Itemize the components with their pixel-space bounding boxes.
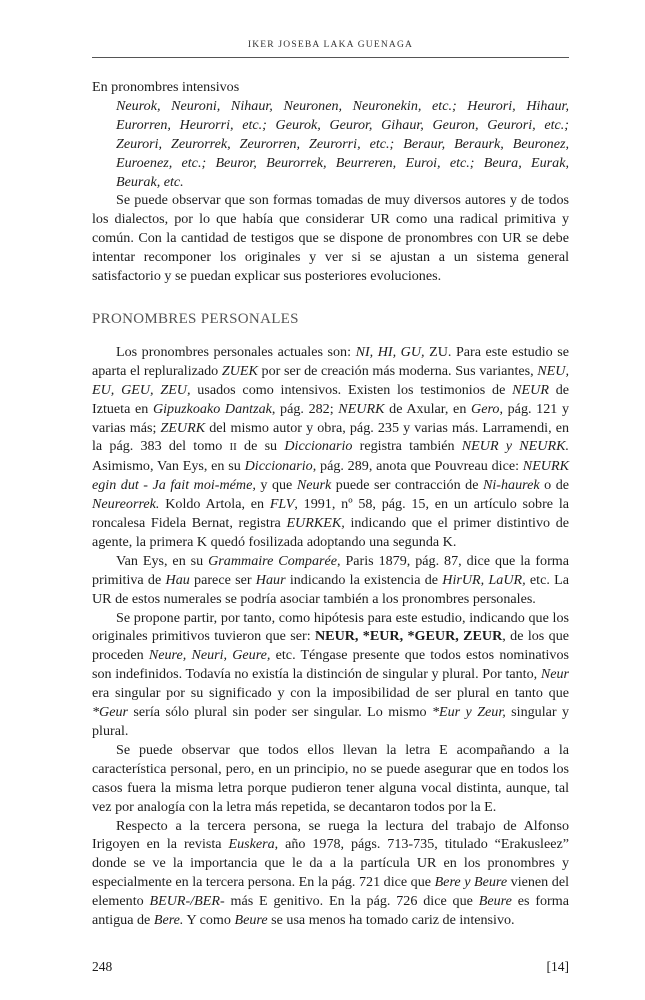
paragraph-letter-e: Se puede observar que todos ellos llevan la letra E acompañando a la característica personal, pero, en un principio, no se puede asegurar que en todos los casos fuera la misma letra porque pudieron tener alguna vocal distinta, aunque, tal vez por analogía con la letra más repetida, se decantaron todos por la E. xyxy=(92,741,569,815)
paragraph-personal-pronouns: Los pronombres personales actuales son: NI, HI, GU, ZU. Para este estudio se aparta el repluralizado ZUEK por ser de creación más moderna. Sus variantes, NEU, EU, GEU, ZEU, usados como intensivos. Existen los testimonios de NEUR de Iztueta en Gipuzkoako Dantzak, pág. 282; NEURK de Axular, en Gero, pág. 121 y varias más; ZEURK del mismo autor y obra, pág. 235 y varias más. Larramendi, en la pág. 383 del tomo II de su Diccionario registra también NEUR y NEURK. Asimismo, Van Eys, en su Diccionario, pág. 289, anota que Pouvreau dice: NEURK egin dut - Ja fait moi-méme, y que Neurk puede ser contracción de Ni-haurek o de Neureorrek. Koldo Artola, en FLV, 1991, nº 58, pág. 15, en un artículo sobre la roncalesa Fidela Bernat, registra EURKEK, indicando que el primer distintivo de agente, la primera K quedó fosilizada adoptando una segunda K. xyxy=(92,343,570,550)
paragraph-third-person: Respecto a la tercera persona, se ruega la lectura del trabajo de Alfonso Irigoyen en la revista Euskera, año 1978, págs. 713-735, titulado “Erakusleez” donde se ve la importancia que le da a la partícula UR en los pronombres y especialmente en la tercera persona. En la pág. 721 dice que Bere y Beure vienen del elemento BEUR-/BER- más E genitivo. En la pág. 726 dice que Beure es forma antigua de Bere. Y como Beure se usa menos ha tomado cariz de intensivo. xyxy=(92,817,569,929)
intensive-observation: Se puede observar que son formas tomadas de muy diversos autores y de todos los dialectos, por lo que había que considerar UR como una radical primitiva y común. Con la cantidad de testigos que se dispone de pronombres con UR se debe intentar recomponer los originales y ver si se ajustan a un sistema general satisfactorio y se puedan explicar sus posteriores evoluciones. xyxy=(92,192,569,285)
page-body xyxy=(92,78,569,930)
page-number: 248 xyxy=(92,959,113,974)
sheet-number: [14] xyxy=(546,959,569,974)
paragraph-hypothesis: Se propone partir, por tanto, como hipótesis para este estudio, indicando que los originales primitivos tuvieron que ser: NEUR, *EUR, *GEUR, ZEUR, de los que proceden Neure, Neuri, Geure, etc. Téngase presente que todos estos nominativos son indefinidos. Todavía no existía la distinción de singular y plural. Por tanto, Neur era singular por su significado y con la imposibilidad de ser plural en tanto que *Geur sería sólo plural sin poder ser singular. Lo mismo *Eur y Zeur, singular y plural. xyxy=(92,609,570,739)
intensive-intro: En pronombres intensivos xyxy=(92,79,240,95)
page-footer xyxy=(92,959,569,975)
section-title: PRONOMBRES PERSONALES xyxy=(92,310,299,327)
intensive-examples: Neurok, Neuroni, Nihaur, Neuronen, Neuronekin, etc.; Heurori, Hihaur, Eurorren, Heurorri, etc.; Geurok, Geuror, Gihaur, Geuron, Geurori, etc.; Zeurori, Zeurorrek, Zeurorren, Zeurorri, etc.; Beraur, Beraurk, Beuronez, Euroenez, etc.; Beuror, Beurorrek, Beurreren, Euroi, etc.; Beura, Eurak, Beurak, etc. xyxy=(116,97,569,190)
header-rule xyxy=(92,57,569,58)
running-header: IKER JOSEBA LAKA GUENAGA xyxy=(247,40,414,50)
paragraph-van-eys: Van Eys, en su Grammaire Comparée, Paris 1879, pág. 87, dice que la forma primitiva de Hau parece ser Haur indicando la existencia de HirUR, LaUR, etc. La UR de estos numerales se podría asociar también a los pronombres personales. xyxy=(92,552,570,607)
